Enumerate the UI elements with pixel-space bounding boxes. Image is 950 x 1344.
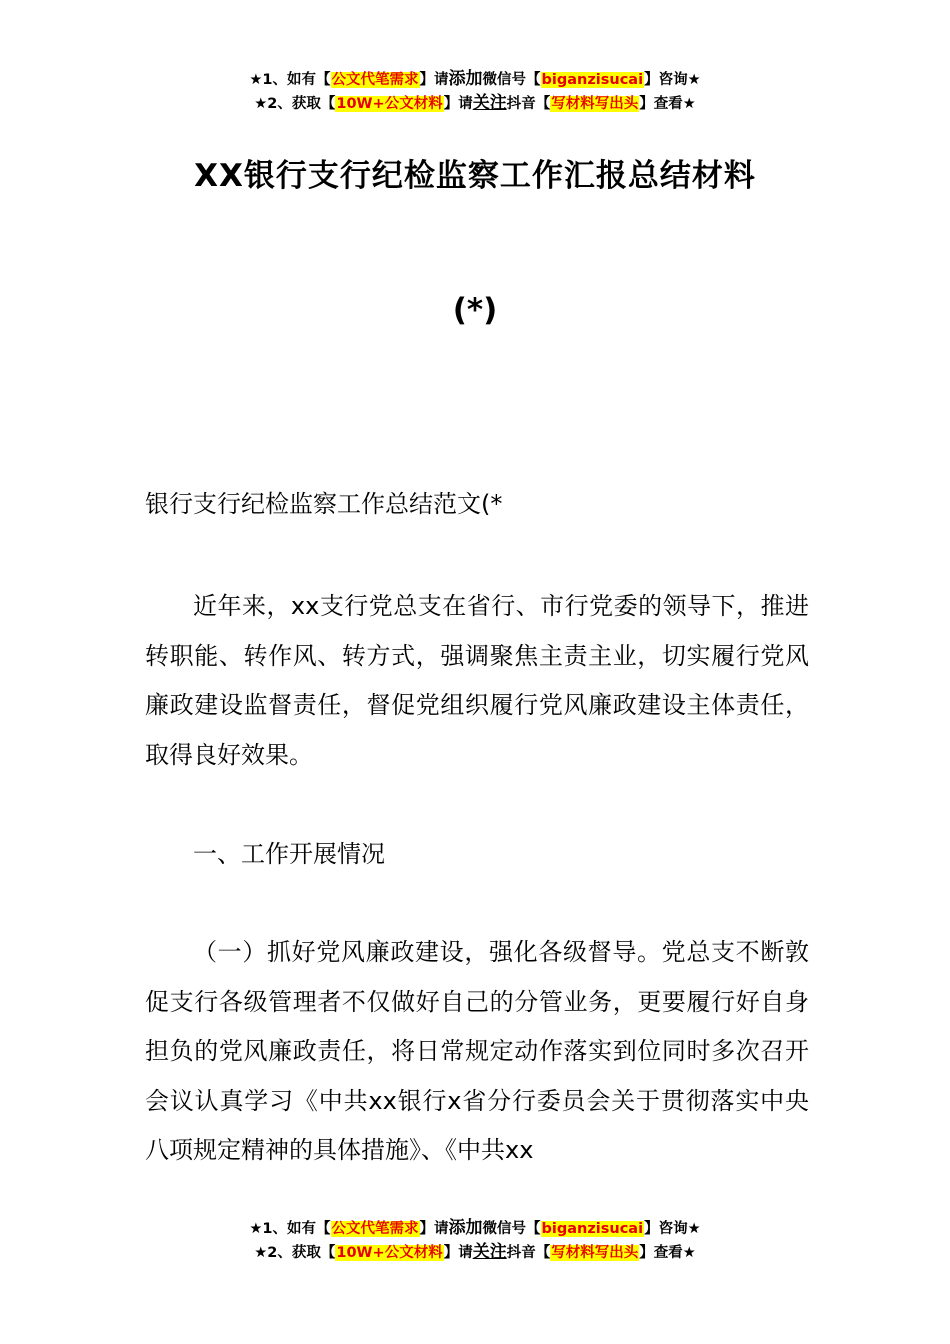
- banner-highlight: 10W+公文材料: [336, 1245, 443, 1261]
- banner-text: ★2、获取【: [254, 96, 336, 112]
- banner-text: ★2、获取【: [254, 1245, 336, 1261]
- banner-emphasis: 添加: [448, 69, 483, 89]
- banner-highlight: 公文代笔需求: [331, 72, 419, 88]
- banner-emphasis: 添加: [448, 1218, 483, 1238]
- banner-highlight: 公文代笔需求: [331, 1221, 419, 1237]
- header-banner: [0, 68, 950, 116]
- document-title: XX银行支行纪检监察工作汇报总结材料: [194, 158, 756, 194]
- banner-text: 微信号【: [482, 1221, 541, 1237]
- banner-highlight: 写材料写出头: [551, 1245, 639, 1261]
- banner-text: 】请: [419, 72, 449, 88]
- banner-text: 】咨询★: [644, 1221, 701, 1237]
- banner-emphasis: 关注: [472, 93, 507, 113]
- banner-text: 抖音【: [506, 96, 551, 112]
- banner-line-1: [0, 68, 950, 92]
- footer-banner: [0, 1217, 950, 1265]
- banner-text: 】请: [443, 1245, 473, 1261]
- banner-highlight: biganzisucai: [541, 1221, 644, 1237]
- paragraph-intro: 近年来，xx支行党总支在省行、市行党委的领导下，推进转职能、转作风、转方式，强调聚焦主责主业，切实履行党风廉政建设监督责任，督促党组织履行党风廉政建设主体责任，取得良好效果。: [145, 592, 809, 769]
- banner-highlight: biganzisucai: [541, 72, 644, 88]
- banner-line-2: [0, 1241, 950, 1265]
- banner-text: ★1、如有【: [249, 72, 331, 88]
- banner-text: 】查看★: [639, 96, 696, 112]
- banner-text: 】请: [443, 96, 473, 112]
- banner-highlight: 10W+公文材料: [336, 96, 443, 112]
- paragraph-section-1: （一）抓好党风廉政建设，强化各级督导。党总支不断敦促支行各级管理者不仅做好自己的分管业务，更要履行好自身担负的党风廉政责任，将日常规定动作落实到位同时多次召开会议认真学习《中共xx银行x省分行委员会关于贯彻落实中央八项规定精神的具体措施》、《中共xx: [145, 938, 809, 1164]
- section-heading: 一、工作开展情况: [193, 840, 385, 868]
- document-subtitle: (*): [452, 292, 498, 328]
- banner-line-2: [0, 92, 950, 116]
- banner-text: 】查看★: [639, 1245, 696, 1261]
- banner-text: 】咨询★: [644, 72, 701, 88]
- banner-text: 】请: [419, 1221, 449, 1237]
- banner-highlight: 写材料写出头: [551, 96, 639, 112]
- banner-text: 抖音【: [506, 1245, 551, 1261]
- banner-line-1: [0, 1217, 950, 1241]
- banner-text: ★1、如有【: [249, 1221, 331, 1237]
- intro-title: 银行支行纪检监察工作总结范文(*: [145, 490, 503, 518]
- banner-text: 微信号【: [482, 72, 541, 88]
- banner-emphasis: 关注: [472, 1242, 507, 1262]
